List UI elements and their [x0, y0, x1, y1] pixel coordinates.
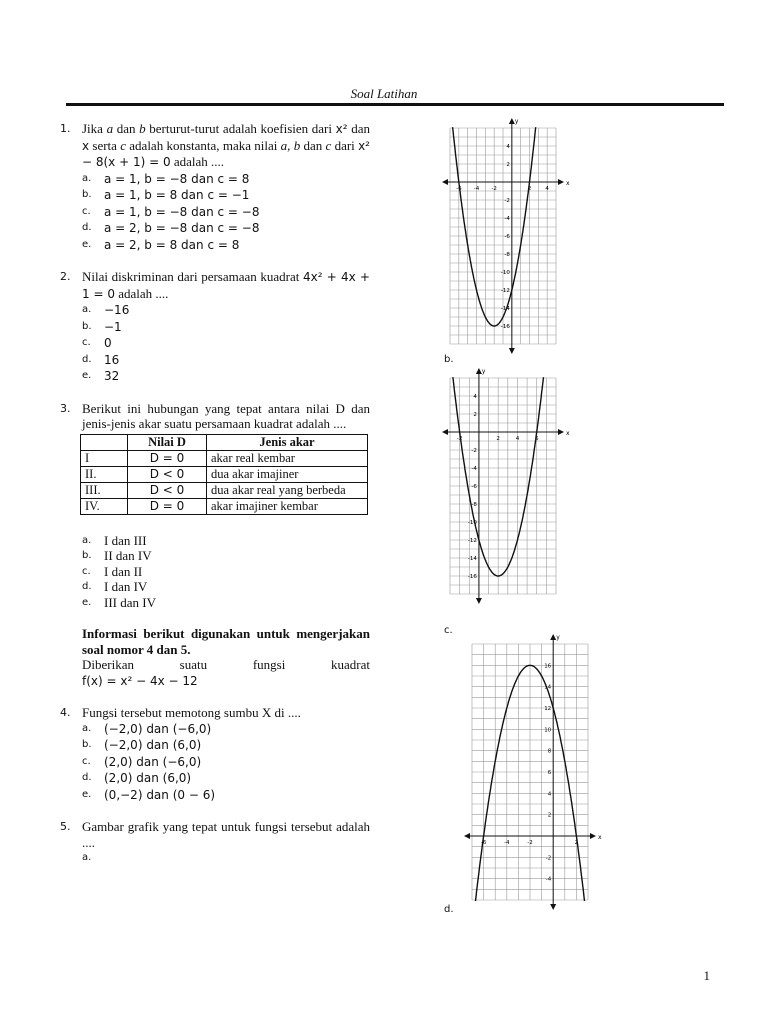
option-a — [82, 171, 370, 188]
option-letter: c. — [82, 337, 91, 348]
x-axis-arrow — [464, 833, 470, 839]
graph-top — [440, 116, 570, 356]
option-c — [82, 754, 370, 771]
option-e — [82, 368, 370, 385]
option-text: 32 — [104, 369, 120, 383]
table-header: Jenis akar — [207, 434, 368, 450]
option-text: a = 2, b = 8 dan c = 8 — [104, 237, 240, 252]
option-c — [82, 564, 370, 580]
y-tick-label: 14 — [544, 684, 552, 691]
y-tick-label: 16 — [544, 663, 552, 670]
info-block — [60, 626, 370, 689]
option-text: a = 2, b = −8 dan c = −8 — [104, 221, 260, 235]
table-cell: II. — [81, 466, 128, 482]
y-tick-label: 12 — [544, 706, 552, 712]
options-list — [82, 302, 370, 385]
option-text: a = 1, b = −8 dan c = 8 — [104, 171, 250, 186]
x-axis-arrow — [590, 833, 596, 839]
option-letter: c. — [82, 755, 91, 767]
x-tick-label: 6 — [534, 436, 539, 442]
table-row — [81, 482, 368, 498]
table-cell: akar real kembar — [207, 450, 368, 466]
option-letter: e. — [82, 238, 92, 250]
graph-label-b: b. — [444, 354, 454, 365]
graph-b — [440, 366, 570, 606]
table-header: Nilai D — [128, 434, 207, 450]
question-stem: Berikut ini hubungan yang tepat antara nilai D dan jenis-jenis akar suatu persamaan kuadrat adalah .... — [82, 400, 370, 431]
graph-label-d: d. — [444, 904, 454, 915]
x-tick-label: 4 — [515, 436, 520, 442]
question-3 — [60, 401, 370, 611]
option-d — [82, 352, 370, 369]
x-tick-label: -2 — [527, 840, 533, 846]
option-text: a = 1, b = −8 dan c = −8 — [104, 204, 260, 219]
y-tick-label: -2 — [471, 448, 477, 454]
option-a — [82, 533, 370, 549]
option-letter: a. — [82, 722, 92, 734]
x-axis-name: x — [566, 180, 570, 187]
option-letter: d. — [82, 772, 92, 783]
y-tick-label: -12 — [500, 288, 510, 294]
option-letter: b. — [82, 320, 92, 332]
y-tick-label: 2 — [547, 812, 552, 819]
y-axis-arrow — [550, 904, 556, 910]
y-axis-name: y — [556, 634, 560, 641]
graph-label-c: c. — [444, 625, 453, 636]
option-text: (2,0) dan (−6,0) — [104, 754, 202, 769]
option-b — [82, 548, 370, 564]
x-axis-name: x — [598, 834, 602, 841]
page-number: 1 — [703, 968, 710, 983]
question-4 — [60, 705, 370, 803]
option-text: −16 — [104, 303, 130, 317]
y-tick-label: 6 — [547, 770, 552, 776]
y-axis-arrow — [476, 598, 482, 604]
table-cell: IV. — [81, 498, 128, 514]
y-tick-label: -14 — [467, 556, 477, 562]
option-letter: e. — [82, 596, 92, 608]
option-text: III dan IV — [104, 594, 156, 610]
option-text: (−2,0) dan (−6,0) — [104, 721, 212, 736]
x-tick-label: 2 — [527, 186, 532, 192]
y-tick-label: -16 — [500, 324, 510, 330]
question-5 — [60, 819, 370, 863]
question-number: 2. — [60, 270, 71, 283]
option-letter: b. — [82, 550, 92, 561]
option-e — [82, 237, 370, 254]
x-axis-name: x — [566, 430, 570, 437]
option-text: −1 — [104, 319, 122, 334]
info-text: Diberikan suatu fungsi kuadrat — [82, 657, 370, 672]
option-text: II dan IV — [104, 548, 152, 563]
question-number: 5. — [60, 820, 71, 833]
y-tick-label: 4 — [547, 791, 552, 798]
option-b — [82, 319, 370, 336]
y-tick-label: 4 — [473, 394, 477, 400]
options-list — [82, 721, 370, 804]
y-axis-arrow — [509, 348, 515, 354]
option-c — [82, 335, 370, 352]
option-a — [82, 721, 370, 738]
x-tick-label: -6 — [456, 186, 462, 192]
option-text: (−2,0) dan (6,0) — [104, 738, 202, 752]
table-cell: D < 0 — [128, 482, 207, 498]
y-axis-name: y — [514, 118, 519, 125]
option-d — [82, 579, 370, 595]
option-text: 16 — [104, 352, 120, 367]
question-stem: Jika a dan b berturut-turut adalah koefisien dari x² dan x serta c adalah konstanta, maka nilai a, b dan c dari x² − 8(x + 1) = 0 adalah .... — [82, 121, 370, 169]
x-tick-label: 4 — [545, 186, 549, 192]
y-tick-label: -16 — [467, 574, 477, 580]
y-tick-label: -8 — [471, 502, 477, 508]
question-number: 4. — [60, 706, 71, 719]
option-letter: a. — [82, 172, 92, 184]
x-tick-label: 2 — [496, 436, 500, 442]
option-text: 0 — [104, 336, 112, 350]
option-letter: b. — [82, 739, 92, 750]
table-header-row — [81, 434, 368, 450]
option-letter: a. — [82, 304, 92, 315]
option-text: I dan III — [104, 532, 147, 548]
table-cell: D = 0 — [128, 450, 207, 466]
options-list — [82, 533, 370, 611]
y-tick-label: 2 — [506, 162, 510, 168]
y-tick-label: -14 — [500, 306, 510, 312]
question-stem: Fungsi tersebut memotong sumbu X di .... — [82, 705, 301, 720]
y-tick-label: -6 — [471, 484, 477, 490]
option-e — [82, 595, 370, 611]
y-tick-label: -10 — [467, 520, 477, 526]
table-cell: III. — [81, 482, 128, 498]
y-tick-label: -2 — [545, 855, 552, 862]
option-b — [82, 737, 370, 754]
question-number: 3. — [60, 401, 71, 415]
option-text: I dan IV — [104, 579, 148, 594]
option-d — [82, 770, 370, 787]
option-d — [82, 220, 370, 237]
table-cell: dua akar real yang berbeda — [207, 482, 368, 498]
x-tick-label: -4 — [504, 840, 510, 846]
question-stem: Nilai diskriminan dari persamaan kuadrat 4x² + 4x + 1 = 0 adalah .... — [82, 269, 370, 301]
option-a — [82, 302, 370, 319]
y-tick-label: -10 — [500, 270, 510, 276]
option-text: (2,0) dan (6,0) — [104, 771, 192, 785]
table-cell: D < 0 — [128, 466, 207, 482]
question-number: 1. — [60, 122, 71, 135]
info-heading: Informasi berikut digunakan untuk mengerjakan soal nomor 4 dan 5. — [82, 626, 370, 657]
option-b — [82, 187, 370, 204]
table-cell: akar imajiner kembar — [207, 498, 368, 514]
option-letter: e. — [82, 788, 92, 800]
x-tick-label: -6 — [480, 840, 487, 846]
question-stem: Gambar grafik yang tepat untuk fungsi tersebut adalah .... — [82, 819, 370, 850]
option-letter: c. — [82, 205, 91, 217]
header-rule — [66, 103, 724, 106]
header-title: Soal Latihan — [350, 86, 418, 101]
table-cell: I — [81, 450, 128, 466]
x-axis-arrow — [442, 179, 448, 185]
y-tick-label: -8 — [504, 252, 510, 258]
x-axis-arrow — [558, 429, 564, 435]
table-header — [81, 434, 128, 450]
option-letter: e. — [82, 370, 92, 381]
table-row — [81, 466, 368, 482]
y-tick-label: 2 — [473, 412, 477, 418]
option-letter: d. — [82, 581, 92, 592]
x-tick-label: -2 — [491, 186, 497, 192]
question-1 — [60, 121, 370, 253]
y-tick-label: -4 — [471, 466, 477, 472]
option-e — [82, 787, 370, 804]
option-letter: b. — [82, 189, 92, 200]
d-relation-table — [80, 434, 368, 515]
x-axis-arrow — [558, 179, 564, 185]
option-text: (0,−2) dan (0 − 6) — [104, 787, 216, 802]
info-formula: f(x) = x² − 4x − 12 — [82, 673, 198, 688]
y-tick-label: 4 — [506, 144, 510, 150]
y-tick-label: -4 — [545, 876, 552, 883]
y-tick-label: -6 — [504, 234, 510, 240]
options-list — [82, 171, 370, 254]
table-row — [81, 498, 368, 514]
option-letter: c. — [82, 565, 91, 577]
graph-c — [462, 632, 602, 912]
x-tick-label: -4 — [473, 186, 480, 192]
table-row — [81, 450, 368, 466]
x-tick-label: -2 — [456, 436, 463, 442]
y-tick-label: 8 — [547, 748, 552, 755]
y-tick-label: -2 — [504, 198, 510, 204]
table-cell: dua akar imajiner — [207, 466, 368, 482]
questions-column — [60, 121, 370, 866]
option-letter: d. — [82, 353, 92, 365]
option-c — [82, 204, 370, 221]
y-tick-label: -4 — [504, 216, 510, 222]
x-tick-label: 2 — [574, 840, 579, 846]
y-axis-name: y — [481, 368, 486, 375]
option-text: a = 1, b = 8 dan c = −1 — [104, 188, 250, 202]
option-letter: d. — [82, 222, 92, 233]
x-axis-arrow — [442, 429, 448, 435]
table-cell: D = 0 — [128, 498, 207, 514]
y-tick-label: 10 — [544, 727, 552, 734]
option-letter: a. — [82, 852, 92, 863]
y-tick-label: -12 — [467, 538, 477, 544]
option-text: I dan II — [104, 563, 143, 579]
question-2 — [60, 269, 370, 385]
option-letter: a. — [82, 534, 92, 546]
